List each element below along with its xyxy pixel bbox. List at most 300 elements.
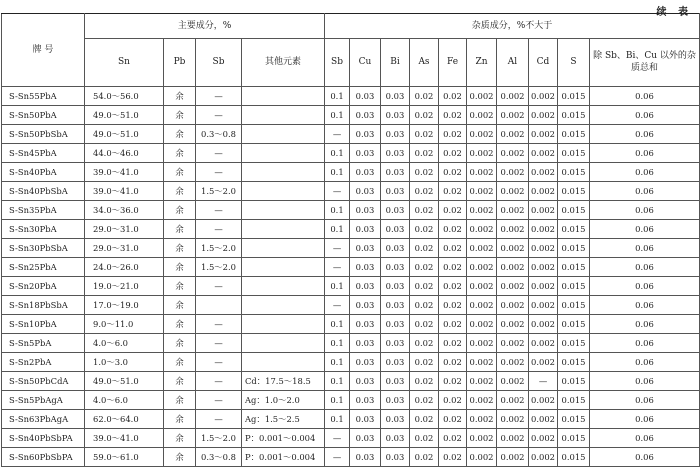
table-cell: 0.1 <box>325 315 350 334</box>
table-cell: 0.1 <box>325 220 350 239</box>
table-cell: 余 <box>164 201 196 220</box>
table-cell: 余 <box>164 391 196 410</box>
table-cell: 0.06 <box>590 201 700 220</box>
table-cell: 0.002 <box>467 277 497 296</box>
table-cell: 0.002 <box>497 372 529 391</box>
table-cell: 0.002 <box>497 448 529 467</box>
table-cell: 0.002 <box>497 410 529 429</box>
table-row <box>2 144 700 163</box>
table-cell: 0.1 <box>325 144 350 163</box>
table-cell: 0.002 <box>497 182 529 201</box>
table-cell: S-Sn18PbSbA <box>2 296 85 315</box>
table-cell: 0.015 <box>558 125 590 144</box>
table-row <box>2 239 700 258</box>
table-cell: 0.03 <box>381 448 410 467</box>
table-cell: 29.0～31.0 <box>85 239 164 258</box>
table-cell: — <box>196 144 242 163</box>
table-cell: 0.002 <box>529 201 558 220</box>
table-cell: 0.002 <box>529 391 558 410</box>
table-cell: — <box>196 372 242 391</box>
table-cell: 余 <box>164 87 196 106</box>
table-cell: 0.002 <box>467 239 497 258</box>
table-row <box>2 391 700 410</box>
table-cell: 0.002 <box>497 239 529 258</box>
table-row <box>2 277 700 296</box>
table-cell: 0.1 <box>325 391 350 410</box>
table-cell: 余 <box>164 296 196 315</box>
table-cell: 余 <box>164 144 196 163</box>
table-cell: 0.1 <box>325 334 350 353</box>
table-cell: 0.1 <box>325 106 350 125</box>
table-cell: 0.002 <box>497 334 529 353</box>
table-cell: 0.02 <box>439 106 467 125</box>
table-cell: S-Sn5PbA <box>2 334 85 353</box>
header-group-row <box>2 14 700 39</box>
table-cell: 0.002 <box>529 163 558 182</box>
table-cell: 0.015 <box>558 296 590 315</box>
table-cell: — <box>196 87 242 106</box>
table-row <box>2 410 700 429</box>
impurity-header: 杂质成分，%不大于 <box>325 14 700 39</box>
table-cell: 0.002 <box>529 87 558 106</box>
table-cell: 0.03 <box>350 201 381 220</box>
table-cell: 0.06 <box>590 258 700 277</box>
table-cell: 0.03 <box>381 372 410 391</box>
col-header-impurity-al: Al <box>497 39 529 87</box>
table-cell: 0.06 <box>590 429 700 448</box>
table-cell: 0.06 <box>590 334 700 353</box>
table-cell: 34.0～36.0 <box>85 201 164 220</box>
table-cell: — <box>196 410 242 429</box>
table-cell: 0.002 <box>497 296 529 315</box>
table-row <box>2 296 700 315</box>
table-cell: 0.03 <box>350 182 381 201</box>
table-cell: S-Sn35PbA <box>2 201 85 220</box>
table-cell: 0.015 <box>558 239 590 258</box>
table-cell: — <box>196 334 242 353</box>
table-cell: 余 <box>164 258 196 277</box>
table-cell: — <box>325 125 350 144</box>
table-cell <box>242 296 325 315</box>
table-cell: — <box>196 201 242 220</box>
table-cell: 49.0～51.0 <box>85 372 164 391</box>
table-cell: 0.002 <box>497 87 529 106</box>
table-cell: 0.002 <box>467 106 497 125</box>
table-cell: — <box>325 429 350 448</box>
table-cell: 39.0～41.0 <box>85 182 164 201</box>
table-cell: 0.02 <box>410 429 439 448</box>
table-cell: 余 <box>164 125 196 144</box>
col-header-impurity-as: As <box>410 39 439 87</box>
table-cell: 余 <box>164 410 196 429</box>
table-cell: 49.0～51.0 <box>85 106 164 125</box>
table-cell: 0.002 <box>497 163 529 182</box>
table-cell: 0.002 <box>529 106 558 125</box>
table-cell: 0.02 <box>410 239 439 258</box>
table-cell: S-Sn45PbA <box>2 144 85 163</box>
table-cell: 0.03 <box>350 163 381 182</box>
table-cell: 0.06 <box>590 239 700 258</box>
table-cell: 0.002 <box>497 429 529 448</box>
table-cell: S-Sn50PbA <box>2 106 85 125</box>
table-cell: 0.03 <box>381 239 410 258</box>
continued-label: 续 表 <box>656 7 692 18</box>
table-cell: 0.06 <box>590 372 700 391</box>
col-header-impurity-sb: Sb <box>325 39 350 87</box>
table-cell: 0.002 <box>467 125 497 144</box>
table-cell: 0.002 <box>529 239 558 258</box>
table-cell: 0.02 <box>410 296 439 315</box>
table-cell: 0.06 <box>590 277 700 296</box>
table-cell: 0.002 <box>529 315 558 334</box>
col-header-main-sn: Sn <box>85 39 164 87</box>
table-row <box>2 106 700 125</box>
col-header-impurity-fe: Fe <box>439 39 467 87</box>
table-cell: 0.03 <box>350 239 381 258</box>
table-cell: — <box>325 258 350 277</box>
table-cell: 0.06 <box>590 163 700 182</box>
table-cell: 0.03 <box>350 220 381 239</box>
table-row <box>2 334 700 353</box>
table-cell: S-Sn10PbA <box>2 315 85 334</box>
table-row <box>2 220 700 239</box>
table-cell: 0.03 <box>381 125 410 144</box>
table-cell: — <box>196 277 242 296</box>
table-cell: 0.002 <box>529 277 558 296</box>
table-cell: 0.03 <box>350 125 381 144</box>
table-cell: 0.03 <box>381 277 410 296</box>
table-cell: 0.015 <box>558 201 590 220</box>
table-cell: 0.02 <box>410 144 439 163</box>
table-cell: 0.02 <box>439 372 467 391</box>
table-cell: 0.002 <box>497 125 529 144</box>
table-cell: 0.015 <box>558 353 590 372</box>
col-header-impurity-other-impurities-total: 除 Sb、Bi、Cu 以外的杂质总和 <box>590 39 700 87</box>
table-row <box>2 429 700 448</box>
table-cell: 29.0～31.0 <box>85 220 164 239</box>
table-cell: 0.03 <box>350 391 381 410</box>
table-cell: 0.002 <box>467 87 497 106</box>
table-cell: 余 <box>164 429 196 448</box>
table-row <box>2 87 700 106</box>
table-cell: 0.02 <box>439 125 467 144</box>
table-cell: 0.02 <box>439 391 467 410</box>
table-row <box>2 372 700 391</box>
table-cell: 0.002 <box>467 296 497 315</box>
table-cell: 0.02 <box>410 182 439 201</box>
table-cell: 0.3～0.8 <box>196 125 242 144</box>
table-cell: 0.02 <box>410 448 439 467</box>
table-cell: 0.02 <box>410 410 439 429</box>
table-cell: 0.03 <box>350 277 381 296</box>
table-cell: 余 <box>164 220 196 239</box>
table-cell: 0.03 <box>381 429 410 448</box>
table-cell <box>196 296 242 315</box>
table-cell: 44.0～46.0 <box>85 144 164 163</box>
table-cell: 0.02 <box>410 334 439 353</box>
table-cell: 1.0～3.0 <box>85 353 164 372</box>
table-cell: 0.03 <box>381 144 410 163</box>
table-cell: 0.015 <box>558 163 590 182</box>
table-cell: 0.02 <box>410 220 439 239</box>
table-cell: 0.002 <box>467 448 497 467</box>
table-cell <box>242 201 325 220</box>
table-cell: 0.02 <box>410 277 439 296</box>
table-cell: S-Sn30PbA <box>2 220 85 239</box>
table-cell: — <box>196 391 242 410</box>
table-cell <box>242 163 325 182</box>
table-cell: Ag：1.0～2.0 <box>242 391 325 410</box>
table-cell: 0.06 <box>590 144 700 163</box>
table-cell: 0.03 <box>381 258 410 277</box>
table-row <box>2 163 700 182</box>
table-cell: S-Sn63PbAgA <box>2 410 85 429</box>
table-cell: 0.015 <box>558 372 590 391</box>
table-cell: S-Sn50PbCdA <box>2 372 85 391</box>
table-cell: 0.03 <box>381 163 410 182</box>
col-header-main-other-elements: 其他元素 <box>242 39 325 87</box>
table-cell: 0.03 <box>381 410 410 429</box>
table-cell: 0.02 <box>410 201 439 220</box>
table-cell: 0.02 <box>410 353 439 372</box>
table-cell: S-Sn30PbSbA <box>2 239 85 258</box>
table-cell: 0.002 <box>467 201 497 220</box>
table-cell: S-Sn50PbSbA <box>2 125 85 144</box>
table-cell: 0.02 <box>439 410 467 429</box>
table-cell: 0.015 <box>558 315 590 334</box>
table-cell: 0.02 <box>410 125 439 144</box>
table-cell: 0.03 <box>350 296 381 315</box>
table-cell: 0.06 <box>590 296 700 315</box>
table-cell: — <box>196 106 242 125</box>
table-cell: 0.03 <box>381 334 410 353</box>
table-cell <box>242 182 325 201</box>
table-cell: 0.015 <box>558 448 590 467</box>
table-cell <box>242 315 325 334</box>
table-cell <box>242 353 325 372</box>
table-cell: 0.06 <box>590 448 700 467</box>
table-cell: 0.015 <box>558 106 590 125</box>
table-cell <box>242 106 325 125</box>
table-cell: 0.1 <box>325 163 350 182</box>
table-cell: 62.0～64.0 <box>85 410 164 429</box>
table-cell: 0.002 <box>467 410 497 429</box>
table-cell: 0.1 <box>325 410 350 429</box>
table-cell: 0.06 <box>590 87 700 106</box>
table-cell: 0.06 <box>590 125 700 144</box>
col-header-impurity-s: S <box>558 39 590 87</box>
table-cell: 余 <box>164 239 196 258</box>
table-cell: — <box>196 220 242 239</box>
table-cell: 0.1 <box>325 201 350 220</box>
table-cell: 0.015 <box>558 87 590 106</box>
table-cell: 0.015 <box>558 220 590 239</box>
table-cell: 0.002 <box>497 353 529 372</box>
table-cell: 余 <box>164 106 196 125</box>
table-cell: 0.03 <box>350 106 381 125</box>
table-cell: 0.015 <box>558 391 590 410</box>
table-cell: S-Sn60PbSbPA <box>2 448 85 467</box>
table-cell: 0.1 <box>325 87 350 106</box>
table-cell: 0.015 <box>558 429 590 448</box>
table-cell: 0.02 <box>439 163 467 182</box>
table-cell: 0.002 <box>497 201 529 220</box>
table-cell <box>242 334 325 353</box>
table-cell: 0.03 <box>350 410 381 429</box>
table-cell: 1.5～2.0 <box>196 239 242 258</box>
table-cell <box>242 220 325 239</box>
table-cell: 0.03 <box>350 448 381 467</box>
table-cell: 0.015 <box>558 277 590 296</box>
table-cell: S-Sn40PbSbA <box>2 182 85 201</box>
table-cell: 0.02 <box>439 448 467 467</box>
table-cell: 9.0～11.0 <box>85 315 164 334</box>
table-cell <box>242 125 325 144</box>
table-cell: 24.0～26.0 <box>85 258 164 277</box>
table-cell: — <box>325 296 350 315</box>
table-cell: 0.002 <box>497 315 529 334</box>
table-cell: 17.0～19.0 <box>85 296 164 315</box>
table-cell: — <box>196 163 242 182</box>
table-cell: 0.015 <box>558 410 590 429</box>
table-cell: S-Sn25PbA <box>2 258 85 277</box>
grade-header: 牌 号 <box>2 14 85 87</box>
table-cell: 49.0～51.0 <box>85 125 164 144</box>
table-cell <box>242 87 325 106</box>
table-cell: 39.0～41.0 <box>85 429 164 448</box>
table-cell: 余 <box>164 315 196 334</box>
table-cell: 0.002 <box>467 182 497 201</box>
table-cell: 0.03 <box>350 144 381 163</box>
table-cell: 余 <box>164 372 196 391</box>
table-cell: S-Sn20PbA <box>2 277 85 296</box>
table-cell <box>242 277 325 296</box>
table-cell: 0.002 <box>467 220 497 239</box>
col-header-main-pb: Pb <box>164 39 196 87</box>
table-cell: 0.03 <box>381 106 410 125</box>
table-cell: 0.002 <box>529 258 558 277</box>
table-cell: 0.3～0.8 <box>196 448 242 467</box>
table-cell: 0.02 <box>410 315 439 334</box>
table-row <box>2 201 700 220</box>
table-cell: 0.002 <box>467 258 497 277</box>
table-cell: 0.02 <box>439 201 467 220</box>
table-cell: 0.015 <box>558 144 590 163</box>
table-cell: 0.03 <box>350 353 381 372</box>
col-header-impurity-zn: Zn <box>467 39 497 87</box>
table-cell: 0.06 <box>590 410 700 429</box>
table-cell: 0.002 <box>467 315 497 334</box>
table-cell: — <box>196 353 242 372</box>
table-cell: 0.02 <box>439 87 467 106</box>
table-cell: 4.0～6.0 <box>85 334 164 353</box>
table-cell: 1.5～2.0 <box>196 429 242 448</box>
table-cell: 余 <box>164 353 196 372</box>
table-cell: 0.1 <box>325 277 350 296</box>
table-cell: 0.002 <box>497 106 529 125</box>
table-cell: 余 <box>164 182 196 201</box>
col-header-impurity-cu: Cu <box>350 39 381 87</box>
table-cell: 0.02 <box>410 163 439 182</box>
table-cell: 0.03 <box>381 296 410 315</box>
table-cell: 0.002 <box>467 353 497 372</box>
table-cell: 0.02 <box>439 429 467 448</box>
table-cell: 0.02 <box>410 372 439 391</box>
table-cell: 0.002 <box>529 429 558 448</box>
table-cell <box>242 239 325 258</box>
table-cell: 0.002 <box>529 334 558 353</box>
table-cell: 0.06 <box>590 315 700 334</box>
table-cell: 0.06 <box>590 353 700 372</box>
table-cell: 4.0～6.0 <box>85 391 164 410</box>
table-cell: 0.06 <box>590 220 700 239</box>
table-cell: 余 <box>164 163 196 182</box>
table-cell: 0.015 <box>558 258 590 277</box>
table-cell: — <box>196 315 242 334</box>
table-cell: 0.02 <box>439 296 467 315</box>
table-cell: 0.002 <box>497 277 529 296</box>
table-cell: 0.06 <box>590 391 700 410</box>
table-row <box>2 182 700 201</box>
table-cell: 39.0～41.0 <box>85 163 164 182</box>
table-cell: 0.002 <box>497 220 529 239</box>
table-cell: 0.002 <box>529 353 558 372</box>
table-cell: 0.002 <box>467 163 497 182</box>
table-cell: 59.0～61.0 <box>85 448 164 467</box>
solder-composition-table <box>1 13 700 467</box>
table-cell: S-Sn5PbAgA <box>2 391 85 410</box>
table-cell: Ag：1.5～2.5 <box>242 410 325 429</box>
table-cell: 0.03 <box>350 87 381 106</box>
table-cell: 0.03 <box>350 334 381 353</box>
table-cell: S-Sn40PbA <box>2 163 85 182</box>
table-cell: 1.5～2.0 <box>196 258 242 277</box>
table-cell: 0.002 <box>529 448 558 467</box>
table-cell: 0.02 <box>410 87 439 106</box>
table-cell: 0.015 <box>558 182 590 201</box>
table-cell: 0.002 <box>529 296 558 315</box>
table-cell: 0.002 <box>529 125 558 144</box>
table-cell: 0.002 <box>529 144 558 163</box>
table-cell <box>242 258 325 277</box>
table-cell: 余 <box>164 448 196 467</box>
table-cell: 0.03 <box>381 201 410 220</box>
table-row <box>2 125 700 144</box>
table-cell: 0.03 <box>381 353 410 372</box>
table-cell <box>242 144 325 163</box>
table-cell: 0.002 <box>529 220 558 239</box>
col-header-impurity-bi: Bi <box>381 39 410 87</box>
table-cell: 0.02 <box>439 239 467 258</box>
table-cell: 0.015 <box>558 334 590 353</box>
table-cell: 0.002 <box>497 144 529 163</box>
table-cell: 0.03 <box>381 220 410 239</box>
table-cell: 0.03 <box>350 372 381 391</box>
table-row <box>2 315 700 334</box>
table-cell: 0.02 <box>439 220 467 239</box>
table-cell: 0.02 <box>439 258 467 277</box>
main-composition-header: 主要成分，% <box>85 14 325 39</box>
table-cell: 0.002 <box>467 334 497 353</box>
table-cell: 0.02 <box>439 144 467 163</box>
table-cell: 0.1 <box>325 353 350 372</box>
header-column-row <box>2 39 700 87</box>
table-cell: 0.02 <box>410 258 439 277</box>
table-cell: — <box>325 239 350 258</box>
table-cell: S-Sn55PbA <box>2 87 85 106</box>
table-cell: — <box>529 372 558 391</box>
table-cell: 余 <box>164 334 196 353</box>
